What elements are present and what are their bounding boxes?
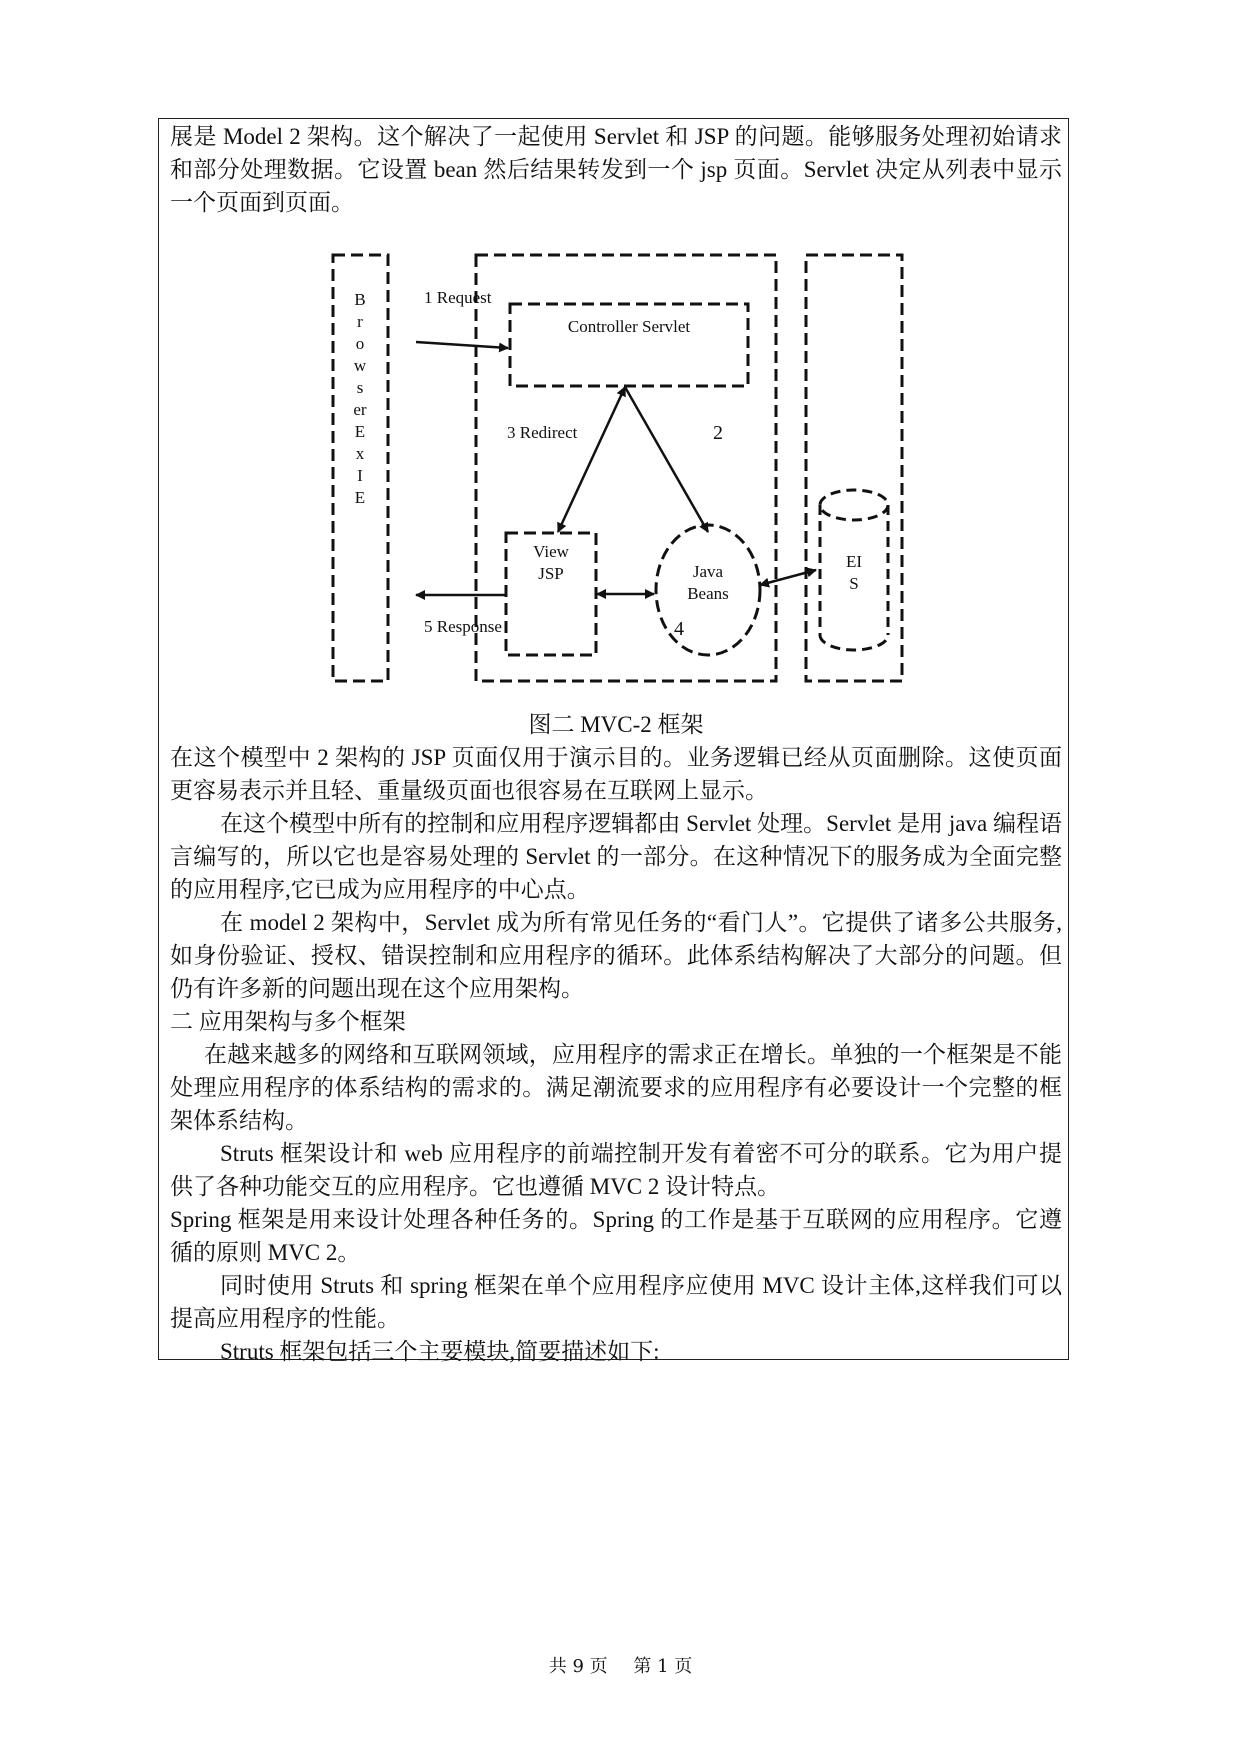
paragraph-gatekeeper: 在 model 2 架构中，Servlet 成为所有常见任务的“看门人”。它提供了诸多公共服务,如身份验证、授权、错误控制和应用程序的循环。此体系结构解决了大部分的问题。但仍有许多新的问题出现在这个应用架构。 — [170, 910, 1062, 1001]
page-footer — [0, 1652, 1241, 1678]
section-heading-2: 二 应用架构与多个框架 — [170, 1009, 406, 1034]
mvc2-diagram — [320, 240, 920, 690]
browser-letter: er — [353, 400, 367, 419]
redirect-arrow — [558, 387, 625, 532]
paragraph-struts-spring: 同时使用 Struts 和 spring 框架在单个应用程序应使用 MVC 设计主体,这样我们可以提高应用程序的性能。 — [170, 1273, 1062, 1331]
total-pages: 共 9 页 — [548, 1656, 608, 1677]
browser-letter: x — [355, 444, 365, 463]
paragraph-jsp-demo: 在这个模型中 2 架构的 JSP 页面仅用于演示目的。业务逻辑已经从页面删除。这使页面更容易表示并且轻、重量级页面也很容易在互联网上显示。 — [170, 745, 1062, 803]
paragraph-model2-intro: 展是 Model 2 架构。这个解决了一起使用 Servlet 和 JSP 的问题。能够服务处理初始请求和部分处理数据。它设置 bean 然后结果转发到一个 jsp 页面。Servlet 决定从列表中显示一个页面到页面。 — [170, 124, 1062, 215]
controller-to-beans-arrow — [625, 387, 708, 532]
browser-letter: w — [353, 356, 367, 375]
request-label: 1 Request — [424, 288, 492, 307]
browser-letter: E — [354, 488, 366, 507]
browser-letter: s — [356, 378, 364, 397]
controller-servlet-label: Controller Servlet — [567, 317, 691, 336]
response-label: 5 Response — [424, 617, 502, 636]
browser-label — [353, 290, 367, 507]
paragraph-struts: Struts 框架设计和 web 应用程序的前端控制开发有着密不可分的联系。它为用户提供了各种功能交互的应用程序。它也遵循 MVC 2 设计特点。 — [170, 1141, 1062, 1199]
paragraph-struts-modules: Struts 框架包括三个主要模块,简要描述如下: — [220, 1339, 660, 1364]
eis-label-line2: S — [849, 574, 859, 593]
paragraph-requirements: 在越来越多的网络和互联网领域，应用程序的需求正在增长。单独的一个框架是不能处理应用程序的体系结构的需求的。满足潮流要求的应用程序有必要设计一个完整的框架体系结构。 — [170, 1042, 1062, 1133]
beans-label-line1: Java — [692, 562, 724, 581]
label-4: 4 — [674, 618, 684, 640]
beans-label-line2: Beans — [687, 584, 729, 603]
request-arrow — [416, 342, 508, 348]
view-label-line1: View — [533, 542, 569, 561]
label-2: 2 — [713, 422, 723, 444]
view-label-line2: JSP — [538, 564, 564, 583]
beans-eis-arrow — [760, 570, 816, 585]
figure-caption: 图二 MVC-2 框架 — [528, 712, 704, 737]
browser-letter: E — [354, 422, 366, 441]
browser-letter: r — [357, 312, 363, 331]
browser-letter: o — [355, 334, 365, 353]
browser-letter: B — [354, 290, 366, 309]
paragraph-servlet-control: 在这个模型中所有的控制和应用程序逻辑都由 Servlet 处理。Servlet 是用 java 编程语言编写的，所以它也是容易处理的 Servlet 的一部分。在这种情况下的服务成为全面完整的应用程序,它已成为应用程序的中心点。 — [170, 811, 1062, 902]
current-page: 第 1 页 — [633, 1656, 693, 1677]
browser-letter: I — [357, 466, 363, 485]
paragraph-spring: Spring 框架是用来设计处理各种任务的。Spring 的工作是基于互联网的应用程序。它遵循的原则 MVC 2。 — [170, 1207, 1062, 1265]
redirect-label: 3 Redirect — [507, 423, 578, 442]
eis-label-line1: EI — [845, 552, 863, 571]
